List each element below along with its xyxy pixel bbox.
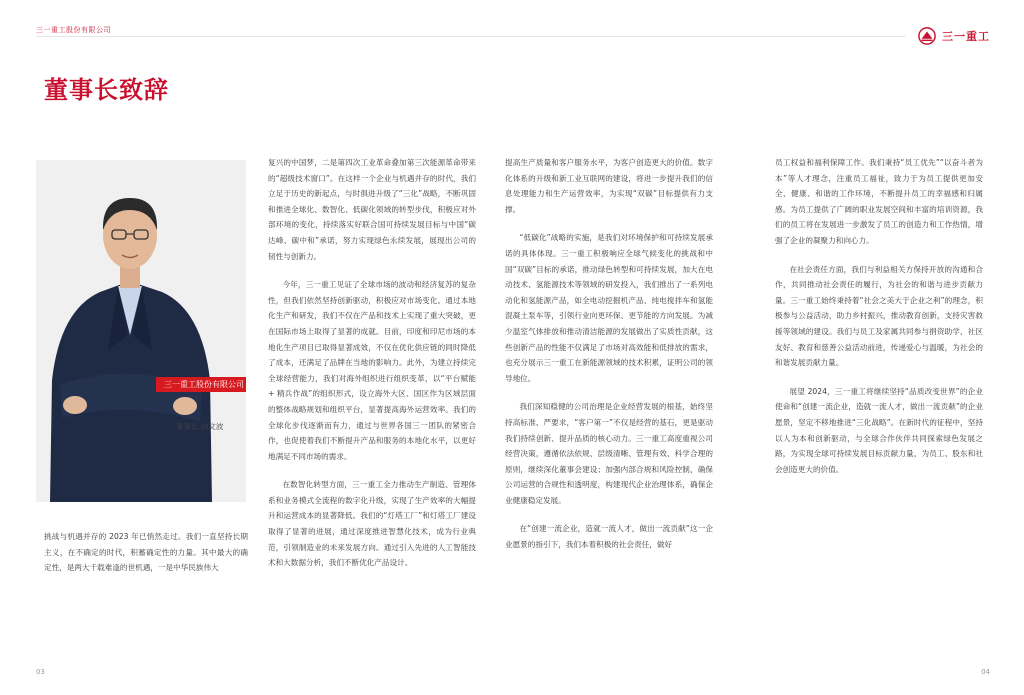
text-column-1 (44, 529, 248, 589)
header-company-label: 三一重工股份有限公司 (36, 26, 111, 34)
chairman-portrait (30, 160, 230, 502)
paragraph: 我们深知稳健的公司治理是企业经营发展的根基，始终坚持高标准、严要求，“客户第一”不仅是经营的基石，更是驱动我们持续创新、提升品质的核心动力。三一重工高度重视公司经营决策，遵循依法依规、层级清晰、管理有效、科学合理的原则，继续深化董事会建设；加强内部合规和风险控制，确保公司运营的合规性和透明度，构建现代企业治理体系，确保企业健康稳定发展。 (505, 402, 713, 505)
paragraph: 员工权益和福利保障工作。我们秉持“员工优先”“以奋斗者为本”等人才理念，注重员工福祉，致力于为员工提供更加安全、健康、和谐的工作环境，不断提升员工的幸福感和归属感。为员工提供了广阔的职业发展空间和丰富的培训资源，我们的员工将在发展进一步激发了员工的创造力和工作热情，增强了企业的凝聚力和向心力。 (775, 158, 983, 245)
photo-caption-bar (156, 377, 246, 392)
brand (918, 27, 990, 45)
text-column-3 (505, 155, 713, 566)
photo-caption-text: 三一重工股份有限公司 (164, 380, 244, 389)
sany-logo-icon (918, 27, 936, 45)
paragraph: “低碳化”战略的实施，是我们对环境保护和可持续发展承诺的具体体现。三一重工积极响应全球气候变化的挑战和中国“双碳”目标的承诺，推动绿色转型和可持续发展，加大在电动技术、氢能源技术等领域的研发投入，我们推出了一系列电动化和氢能源产品，如全电动挖掘机产品、纯电搅拌车和氢能混凝土泵车等，引领行业向更环保、更节能的方向发展。为减少温室气体排放和推动清洁能源的发展做出了实质性贡献，这些创新产品的性能不仅满足了市场对高效能和低排放的需求，也充分展示三一重工在新能源领域的技术积累，证明公司的领导地位。 (505, 233, 713, 383)
page-number-left: 03 (36, 668, 45, 676)
paragraph: 展望 2024，三一重工将继续坚持“品质改变世界”的企业使命和“创建一流企业，造就一流人才，做出一流贡献”的企业愿景，坚定不移地推进“三化战略”。在新时代的征程中，坚持以人为本和创新驱动，与全球合作伙伴共同探索绿色发展之路，为实现全球可持续发展目标贡献力量，为员工、股东和社会创造更大的价值。 (775, 386, 983, 474)
header-divider (36, 36, 906, 37)
paragraph: 复兴的中国梦，二是第四次工业革命叠加第三次能源革命带来的“超级技术窗口”。在这样一个企业与机遇并存的时代，我们立足于历史的新起点，与时俱进升级了“三化”战略，不断巩固和推进全球化、数智化、低碳化领域的转型步伐，积极应对外部环境的变化，持续落实好联合国可持续发展目标与中国“碳达峰、碳中和”承诺，努力实现绿色永续发展，展现出公司的韧性与创新力。 (268, 158, 476, 261)
page-number-right: 04 (981, 668, 990, 676)
paragraph: 在社会责任方面，我们与利益相关方保持开放的沟通和合作，共同推动社会责任的履行，为社会的和谐与进步贡献力量。三一重工始终秉持着“社会之美大于企业之利”的理念，积极参与公益活动，助力乡村振兴，推动教育创新，支持灾害救援等领域的建设。我们与员工及家属共同参与捐资助学、社区友好、教育和慈善公益活动前进，传递爱心与温暖，为社会的和谐发展贡献力量。 (775, 264, 983, 368)
paragraph: 提高生产质量和客户服务水平，为客户创造更大的价值。数字化体系的升级和新工业互联网的建设，将进一步提升我们的信息处理能力和生产运营效率，为实现“双碳”目标提供有力支撑。 (505, 158, 713, 214)
page-title: 董事长致辞 (44, 76, 169, 104)
chairman-name: 董事长 向文波 (176, 422, 224, 431)
brand-name: 三一重工 (942, 30, 990, 43)
paragraph: 今年，三一重工见证了全球市场的波动和经济复苏的复杂性，但我们依然坚持创新驱动，积极应对市场变化。通过本地化生产和研发，我们不仅在产品和技术上实现了重大突破，更在国际市场上取得了显著的成就。目前，印度和印尼市场的本地化生产项目已取得显著成效，不仅在优化供应链的同时降低了成本，还满足了品牌在当地的影响力。此外，为建立持续完全球经营能力，我们对海外组织进行组织变革，以“平台赋能 + 精兵作战”的组织形式，设立海外大区、国区作为区域层面的整体战略规划和组织平台，显著提高海外运营效率。我们的全球化步伐逐渐而有力，通过与世界各国三一团队的紧密合作，也促使着我们不断提升产品和服务的本地化水平，以更好地满足不同市场的需求。 (268, 280, 476, 461)
paragraph: 在数智化转型方面，三一重工全力推动生产制造、管理体系和业务模式全流程的数字化升级，实现了生产效率的大幅提升和运营成本的显著降低。我们的“灯塔工厂”和灯塔工厂建设取得了显著的进展，通过深度推进智慧化技术，成为行业典范，引领制造业的未来发展方向。通过引入先进的人工智能技术和大数据分析，我们不断优化产品设计、 (268, 480, 476, 568)
text-column-4 (775, 155, 983, 490)
text-column-2 (268, 155, 476, 584)
paragraph: 挑战与机遇并存的 2023 年已悄然走过。我们一直坚持长期主义，在不确定的时代，积蓄确定性的力量。其中最大的确定性，是两大千载难逢的世机遇，一是中华民族伟大 (44, 532, 248, 573)
paragraph: 在“创建一流企业，造就一流人才，做出一流贡献”这一企业愿景的指引下，我们本着积极的社会责任，做好 (505, 524, 713, 550)
